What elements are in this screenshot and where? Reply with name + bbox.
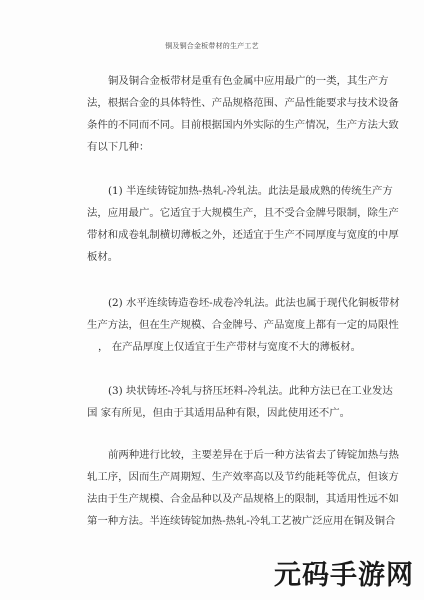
paragraph-line: (1) 半连续铸锭加热-热轧-冷轧法。此法是最成熟的传统生产方	[108, 185, 393, 197]
paragraph-line: (2) 水平连续铸造卷坯-成卷冷轧法。此法也属于现代化铜板带材	[108, 297, 400, 309]
paragraph-line: (3) 块状铸坯-冷轧与挤压坯料-冷轧法。此种方法已在工业发达	[108, 385, 393, 397]
document-title: 铜及铜合金板带材的生产工艺	[165, 42, 259, 50]
paragraph-line: ， 在产品厚度上仅适宜于生产带材与宽度不大的薄板材。	[98, 341, 362, 353]
paragraph-line: 第一种方法。半连续铸锭加热-热轧-冷轧工艺被广泛应用在铜及铜合	[87, 515, 396, 527]
paragraph-method-2	[87, 292, 400, 358]
paragraph-line: 条件的不同而不同。目前根据国内外实际的生产情况，生产方法大致	[87, 119, 399, 131]
paragraph-line: 法，应用最广。它适宜于大规模生产，且不受合金牌号限制，除生产	[87, 207, 399, 219]
paragraph-line: 前两种进行比较，主要差异在于后一种方法省去了铸锭加热与热	[108, 449, 399, 461]
paragraph-line: 生产方法，但在生产规模、合金牌号、产品宽度上都有一定的局限性	[87, 319, 399, 331]
paragraph-method-1	[87, 180, 399, 268]
paragraph-line: 铜及铜合金板带材是重有色金属中应用最广的一类，其生产方	[108, 75, 389, 87]
paragraph-line: 带材和成卷轧制横切薄板之外，还适宜于生产不同厚度与宽度的中厚	[87, 229, 399, 241]
paragraph-line: 法由于生产规模、合金品种以及产品规格上的限制，其适用性远不如	[87, 493, 399, 505]
paragraph-line: 国 家有所见，但由于其适用品种有限，因此使用还不广。	[87, 407, 351, 419]
paragraph-intro	[87, 70, 399, 158]
paragraph-method-3	[87, 380, 393, 424]
paragraph-comparison	[87, 444, 399, 532]
paragraph-line: 轧工序，因而生产周期短、生产效率高以及节约能耗等优点，但该方	[87, 471, 399, 483]
site-watermark	[274, 553, 414, 592]
paragraph-line: 有以下几种：	[87, 141, 150, 153]
watermark-text: 元码手游网	[274, 560, 414, 591]
paragraph-line: 板材。	[87, 251, 119, 263]
paragraph-line: 法，根据合金的具体特性、产品规格范围、产品性能要求与技术设备	[87, 97, 399, 109]
